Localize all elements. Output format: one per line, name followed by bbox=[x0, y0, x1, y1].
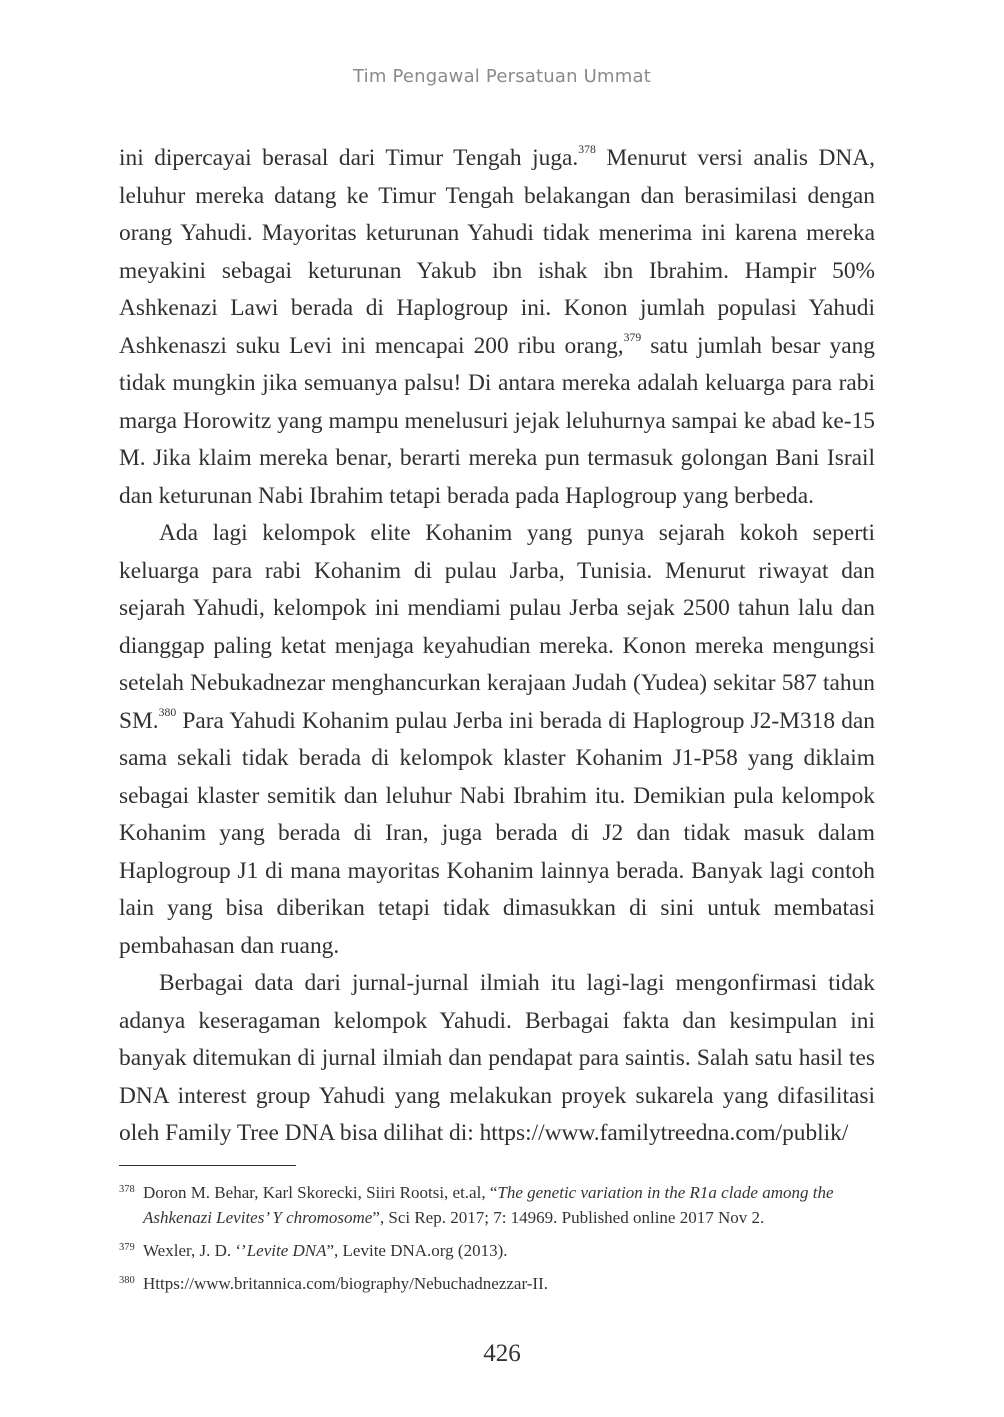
footnote-ref-379[interactable]: 379 bbox=[623, 330, 642, 344]
footnote-link[interactable]: Https://www.britannica.com/biography/Nebuchadnezzar-II. bbox=[143, 1274, 548, 1293]
text-run: ”, Levite DNA.org (2013). bbox=[326, 1241, 508, 1260]
footnotes bbox=[119, 1180, 875, 1304]
text-run: Menurut versi analis DNA, leluhur mereka datang ke Timur Tengah belakangan dan berasimilasi dengan orang Yahudi. Mayoritas keturunan Yahudi tidak menerima ini karena mereka meyakini sebagai keturunan Yakub ibn ishak ibn Ibrahim. Hampir 50% Ashkenazi Lawi berada di Haplogroup ini. Konon jumlah populasi Yahudi Ashkenaszi suku Levi ini mencapai 200 ribu orang, bbox=[119, 145, 875, 359]
footnote-divider bbox=[119, 1165, 296, 1166]
text-run: Berbagai data dari jurnal-jurnal ilmiah itu lagi-lagi mengonfirmasi tidak adanya keseragaman kelompok Yahudi. Berbagai fakta dan kesimpulan ini banyak ditemukan di jurnal ilmiah dan pendapat para saintis. Salah satu hasil tes DNA interest group Yahudi yang melakukan proyek sukarela yang difasilitasi oleh Family Tree DNA bisa dilihat di: https://www.familytreedna.com/publik/ bbox=[119, 970, 875, 1146]
paragraph bbox=[119, 140, 875, 515]
running-header: Tim Pengawal Persatuan Ummat bbox=[353, 66, 651, 87]
footnote-ref-378[interactable]: 378 bbox=[578, 143, 596, 157]
text-run: Ada lagi kelompok elite Kohanim yang punya sejarah kokoh seperti keluarga para rabi Kohanim di pulau Jarba, Tunisia. Menurut riwayat dan sejarah Yahudi, kelompok ini mendiami pulau Jerba sejak 2500 tahun lalu dan dianggap paling ketat menjaga keyahudian mereka. Konon mereka mengungsi setelah Nebukadnezar menghancurkan kerajaan Judah (Yudea) sekitar 587 tahun SM. bbox=[119, 520, 875, 734]
footnote-text bbox=[143, 1180, 875, 1230]
footnote bbox=[119, 1180, 875, 1230]
text-run: Wexler, J. D. ‘’ bbox=[143, 1241, 247, 1260]
footnote bbox=[119, 1271, 875, 1296]
text-run: Para Yahudi Kohanim pulau Jerba ini berada di Haplogroup J2-M318 dan sama sekali tidak berada di kelompok klaster Kohanim J1-P58 yang diklaim sebagai klaster semitik dan leluhur Nabi Ibrahim itu. Demikian pula kelompok Kohanim yang berada di Iran, juga berada di J2 dan tidak masuk dalam Haplogroup J1 di mana mayoritas Kohanim lainnya berada. Banyak lagi contoh lain yang bisa diberikan tetapi tidak dimasukkan di sini untuk membatasi pembahasan dan ruang. bbox=[119, 707, 875, 959]
footnote-text bbox=[143, 1271, 875, 1296]
italic-title: Levite DNA bbox=[246, 1241, 327, 1260]
body-text bbox=[119, 140, 875, 1153]
italic-title: The genetic variation in the R1a clade among the Ashkenazi Levites’ Y chromosome bbox=[143, 1183, 834, 1227]
footnote-number: 380 bbox=[119, 1275, 135, 1286]
footnote bbox=[119, 1238, 875, 1263]
page-number: 426 bbox=[483, 1340, 521, 1367]
footnote-text bbox=[143, 1238, 875, 1263]
text-run: Doron M. Behar, Karl Skorecki, Siiri Rootsi, et.al, “ bbox=[143, 1183, 498, 1202]
paragraph bbox=[119, 965, 875, 1153]
text-run: ”, Sci Rep. 2017; 7: 14969. Published online 2017 Nov 2. bbox=[372, 1208, 765, 1227]
text-run: satu jumlah besar yang tidak mungkin jika semuanya palsu! Di antara mereka adalah keluarga para rabi marga Horowitz yang mampu menelusuri jejak leluhurnya sampai ke abad ke-15 M. Jika klaim mereka benar, berarti mereka pun termasuk golongan Bani Israil dan keturunan Nabi Ibrahim tetapi berada pada Haplogroup yang berbeda. bbox=[119, 332, 875, 509]
footnote-number: 379 bbox=[119, 1242, 135, 1253]
paragraph bbox=[119, 515, 875, 965]
footnote-number: 378 bbox=[119, 1184, 135, 1195]
footnote-ref-380[interactable]: 380 bbox=[158, 705, 177, 719]
text-run: ini dipercayai berasal dari Timur Tengah juga. bbox=[119, 145, 579, 171]
